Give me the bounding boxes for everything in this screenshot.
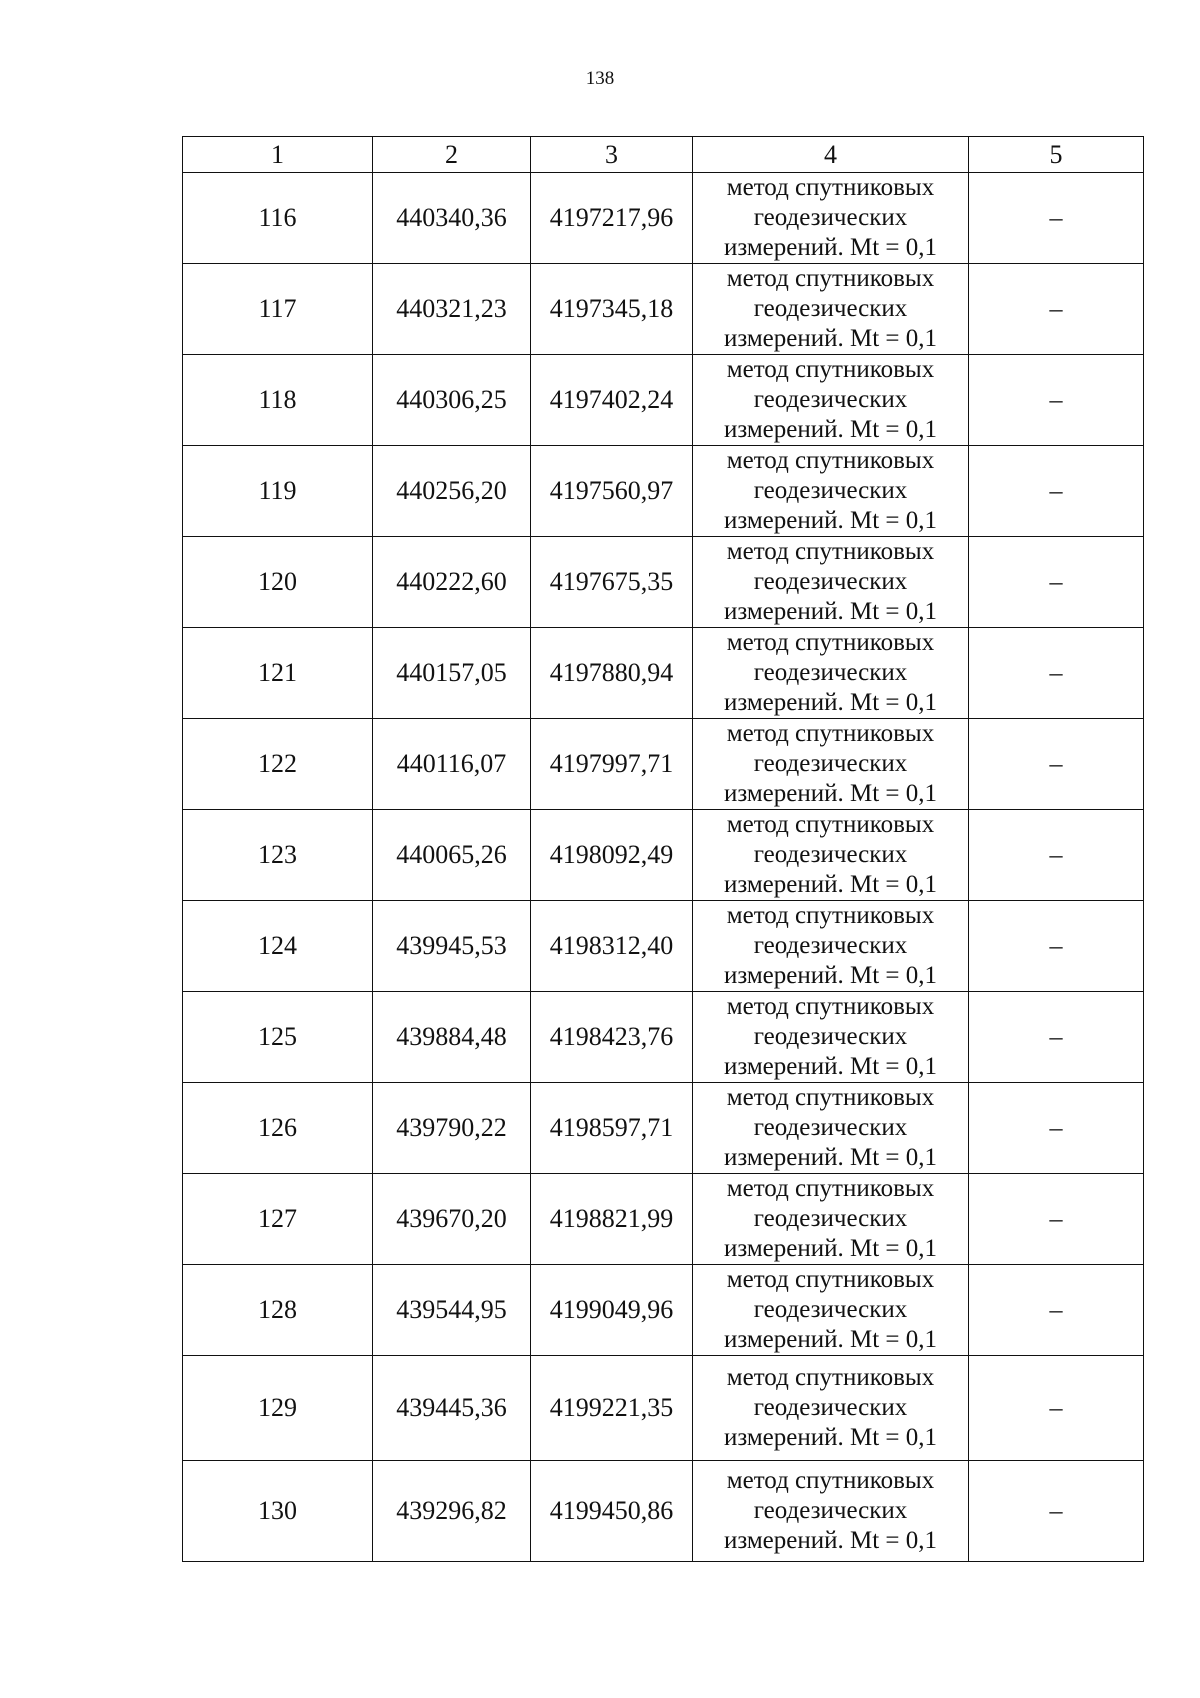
note-cell: – xyxy=(969,537,1144,628)
method-cell xyxy=(693,173,969,264)
method-text-line: геодезических xyxy=(753,386,908,413)
x-coordinate-cell: 439544,95 xyxy=(373,1265,531,1356)
x-coordinate-cell: 439945,53 xyxy=(373,901,531,992)
header-row xyxy=(183,137,1144,173)
y-coordinate-cell: 4197997,71 xyxy=(531,719,693,810)
table-row xyxy=(183,1265,1144,1356)
method-cell xyxy=(693,264,969,355)
method-text-line: геодезических xyxy=(753,204,908,231)
method-text-line: геодезических xyxy=(753,659,908,686)
note-cell: – xyxy=(969,992,1144,1083)
x-coordinate-cell: 440256,20 xyxy=(373,446,531,537)
method-text-line: метод спутниковых xyxy=(726,265,935,292)
y-coordinate-cell: 4199450,86 xyxy=(531,1461,693,1562)
point-number-cell: 129 xyxy=(183,1356,373,1461)
table-row xyxy=(183,1356,1144,1461)
method-cell xyxy=(693,628,969,719)
header-cell-4: 4 xyxy=(693,137,969,173)
method-cell xyxy=(693,1265,969,1356)
method-text-line: метод спутниковых xyxy=(726,174,935,201)
method-text-line: метод спутниковых xyxy=(726,447,935,474)
note-cell: – xyxy=(969,810,1144,901)
y-coordinate-cell: 4199049,96 xyxy=(531,1265,693,1356)
header-cell-5: 5 xyxy=(969,137,1144,173)
table-row xyxy=(183,264,1144,355)
header-cell-1: 1 xyxy=(183,137,373,173)
method-text-line: геодезических xyxy=(753,1023,908,1050)
x-coordinate-cell: 440116,07 xyxy=(373,719,531,810)
method-text-line: метод спутниковых xyxy=(726,993,935,1020)
method-text-line: метод спутниковых xyxy=(726,1175,935,1202)
method-text-line: измерений. Mt = 0,1 xyxy=(723,507,938,534)
y-coordinate-cell: 4197880,94 xyxy=(531,628,693,719)
method-cell xyxy=(693,446,969,537)
x-coordinate-cell: 440157,05 xyxy=(373,628,531,719)
y-coordinate-cell: 4198821,99 xyxy=(531,1174,693,1265)
method-text-line: геодезических xyxy=(753,750,908,777)
table-header xyxy=(183,137,1144,173)
method-text-line: измерений. Mt = 0,1 xyxy=(723,1053,938,1080)
note-cell: – xyxy=(969,446,1144,537)
method-text-line: измерений. Mt = 0,1 xyxy=(723,1144,938,1171)
point-number-cell: 117 xyxy=(183,264,373,355)
table-row xyxy=(183,355,1144,446)
method-text-line: геодезических xyxy=(753,1296,908,1323)
x-coordinate-cell: 439670,20 xyxy=(373,1174,531,1265)
method-text-line: измерений. Mt = 0,1 xyxy=(723,1326,938,1353)
point-number-cell: 118 xyxy=(183,355,373,446)
method-cell xyxy=(693,1356,969,1461)
x-coordinate-cell: 440065,26 xyxy=(373,810,531,901)
method-text-line: метод спутниковых xyxy=(726,811,935,838)
method-cell xyxy=(693,1461,969,1562)
method-cell xyxy=(693,1174,969,1265)
table-row xyxy=(183,628,1144,719)
point-number-cell: 120 xyxy=(183,537,373,628)
method-text-line: измерений. Mt = 0,1 xyxy=(723,416,938,443)
method-text-line: измерений. Mt = 0,1 xyxy=(723,780,938,807)
method-text-line: геодезических xyxy=(753,1497,908,1524)
method-text-line: измерений. Mt = 0,1 xyxy=(723,962,938,989)
y-coordinate-cell: 4197345,18 xyxy=(531,264,693,355)
method-cell xyxy=(693,719,969,810)
point-number-cell: 116 xyxy=(183,173,373,264)
y-coordinate-cell: 4197402,24 xyxy=(531,355,693,446)
note-cell: – xyxy=(969,628,1144,719)
table-row xyxy=(183,901,1144,992)
table-row xyxy=(183,1174,1144,1265)
note-cell: – xyxy=(969,1356,1144,1461)
method-text-line: геодезических xyxy=(753,1394,908,1421)
method-text-line: метод спутниковых xyxy=(726,1084,935,1111)
method-text-line: измерений. Mt = 0,1 xyxy=(723,1424,938,1451)
table-row xyxy=(183,1083,1144,1174)
coordinates-table xyxy=(182,136,1144,1562)
point-number-cell: 121 xyxy=(183,628,373,719)
point-number-cell: 126 xyxy=(183,1083,373,1174)
x-coordinate-cell: 439884,48 xyxy=(373,992,531,1083)
method-text-line: геодезических xyxy=(753,295,908,322)
header-cell-2: 2 xyxy=(373,137,531,173)
x-coordinate-cell: 439296,82 xyxy=(373,1461,531,1562)
method-cell xyxy=(693,1083,969,1174)
y-coordinate-cell: 4198423,76 xyxy=(531,992,693,1083)
method-text-line: метод спутниковых xyxy=(726,538,935,565)
method-text-line: геодезических xyxy=(753,477,908,504)
y-coordinate-cell: 4197560,97 xyxy=(531,446,693,537)
note-cell: – xyxy=(969,1083,1144,1174)
page-number: 138 xyxy=(585,68,615,89)
x-coordinate-cell: 439790,22 xyxy=(373,1083,531,1174)
table-row xyxy=(183,446,1144,537)
table-row xyxy=(183,1461,1144,1562)
table-row xyxy=(183,810,1144,901)
y-coordinate-cell: 4198597,71 xyxy=(531,1083,693,1174)
method-text-line: измерений. Mt = 0,1 xyxy=(723,1235,938,1262)
method-text-line: измерений. Mt = 0,1 xyxy=(723,325,938,352)
method-text-line: измерений. Mt = 0,1 xyxy=(723,1527,938,1554)
y-coordinate-cell: 4198092,49 xyxy=(531,810,693,901)
point-number-cell: 122 xyxy=(183,719,373,810)
table-row xyxy=(183,537,1144,628)
method-cell xyxy=(693,901,969,992)
method-text-line: метод спутниковых xyxy=(726,902,935,929)
table-body xyxy=(183,173,1144,1562)
note-cell: – xyxy=(969,264,1144,355)
x-coordinate-cell: 440306,25 xyxy=(373,355,531,446)
table-row xyxy=(183,719,1144,810)
x-coordinate-cell: 439445,36 xyxy=(373,1356,531,1461)
method-text-line: метод спутниковых xyxy=(726,1266,935,1293)
x-coordinate-cell: 440321,23 xyxy=(373,264,531,355)
point-number-cell: 127 xyxy=(183,1174,373,1265)
method-text-line: геодезических xyxy=(753,841,908,868)
method-text-line: геодезических xyxy=(753,568,908,595)
note-cell: – xyxy=(969,173,1144,264)
method-text-line: геодезических xyxy=(753,1205,908,1232)
method-cell xyxy=(693,355,969,446)
y-coordinate-cell: 4197675,35 xyxy=(531,537,693,628)
y-coordinate-cell: 4198312,40 xyxy=(531,901,693,992)
method-text-line: геодезических xyxy=(753,1114,908,1141)
note-cell: – xyxy=(969,719,1144,810)
x-coordinate-cell: 440222,60 xyxy=(373,537,531,628)
method-text-line: измерений. Mt = 0,1 xyxy=(723,689,938,716)
point-number-cell: 124 xyxy=(183,901,373,992)
method-text-line: измерений. Mt = 0,1 xyxy=(723,871,938,898)
y-coordinate-cell: 4199221,35 xyxy=(531,1356,693,1461)
point-number-cell: 128 xyxy=(183,1265,373,1356)
point-number-cell: 119 xyxy=(183,446,373,537)
method-text-line: метод спутниковых xyxy=(726,1467,935,1494)
header-cell-3: 3 xyxy=(531,137,693,173)
note-cell: – xyxy=(969,355,1144,446)
table-row xyxy=(183,992,1144,1083)
method-cell xyxy=(693,537,969,628)
method-text-line: метод спутниковых xyxy=(726,629,935,656)
method-text-line: измерений. Mt = 0,1 xyxy=(723,234,938,261)
table-row xyxy=(183,173,1144,264)
y-coordinate-cell: 4197217,96 xyxy=(531,173,693,264)
point-number-cell: 125 xyxy=(183,992,373,1083)
method-text-line: метод спутниковых xyxy=(726,1364,935,1391)
method-text-line: геодезических xyxy=(753,932,908,959)
point-number-cell: 130 xyxy=(183,1461,373,1562)
note-cell: – xyxy=(969,1174,1144,1265)
note-cell: – xyxy=(969,901,1144,992)
note-cell: – xyxy=(969,1265,1144,1356)
method-text-line: метод спутниковых xyxy=(726,356,935,383)
method-cell xyxy=(693,810,969,901)
method-text-line: измерений. Mt = 0,1 xyxy=(723,598,938,625)
point-number-cell: 123 xyxy=(183,810,373,901)
method-cell xyxy=(693,992,969,1083)
note-cell: – xyxy=(969,1461,1144,1562)
method-text-line: метод спутниковых xyxy=(726,720,935,747)
x-coordinate-cell: 440340,36 xyxy=(373,173,531,264)
